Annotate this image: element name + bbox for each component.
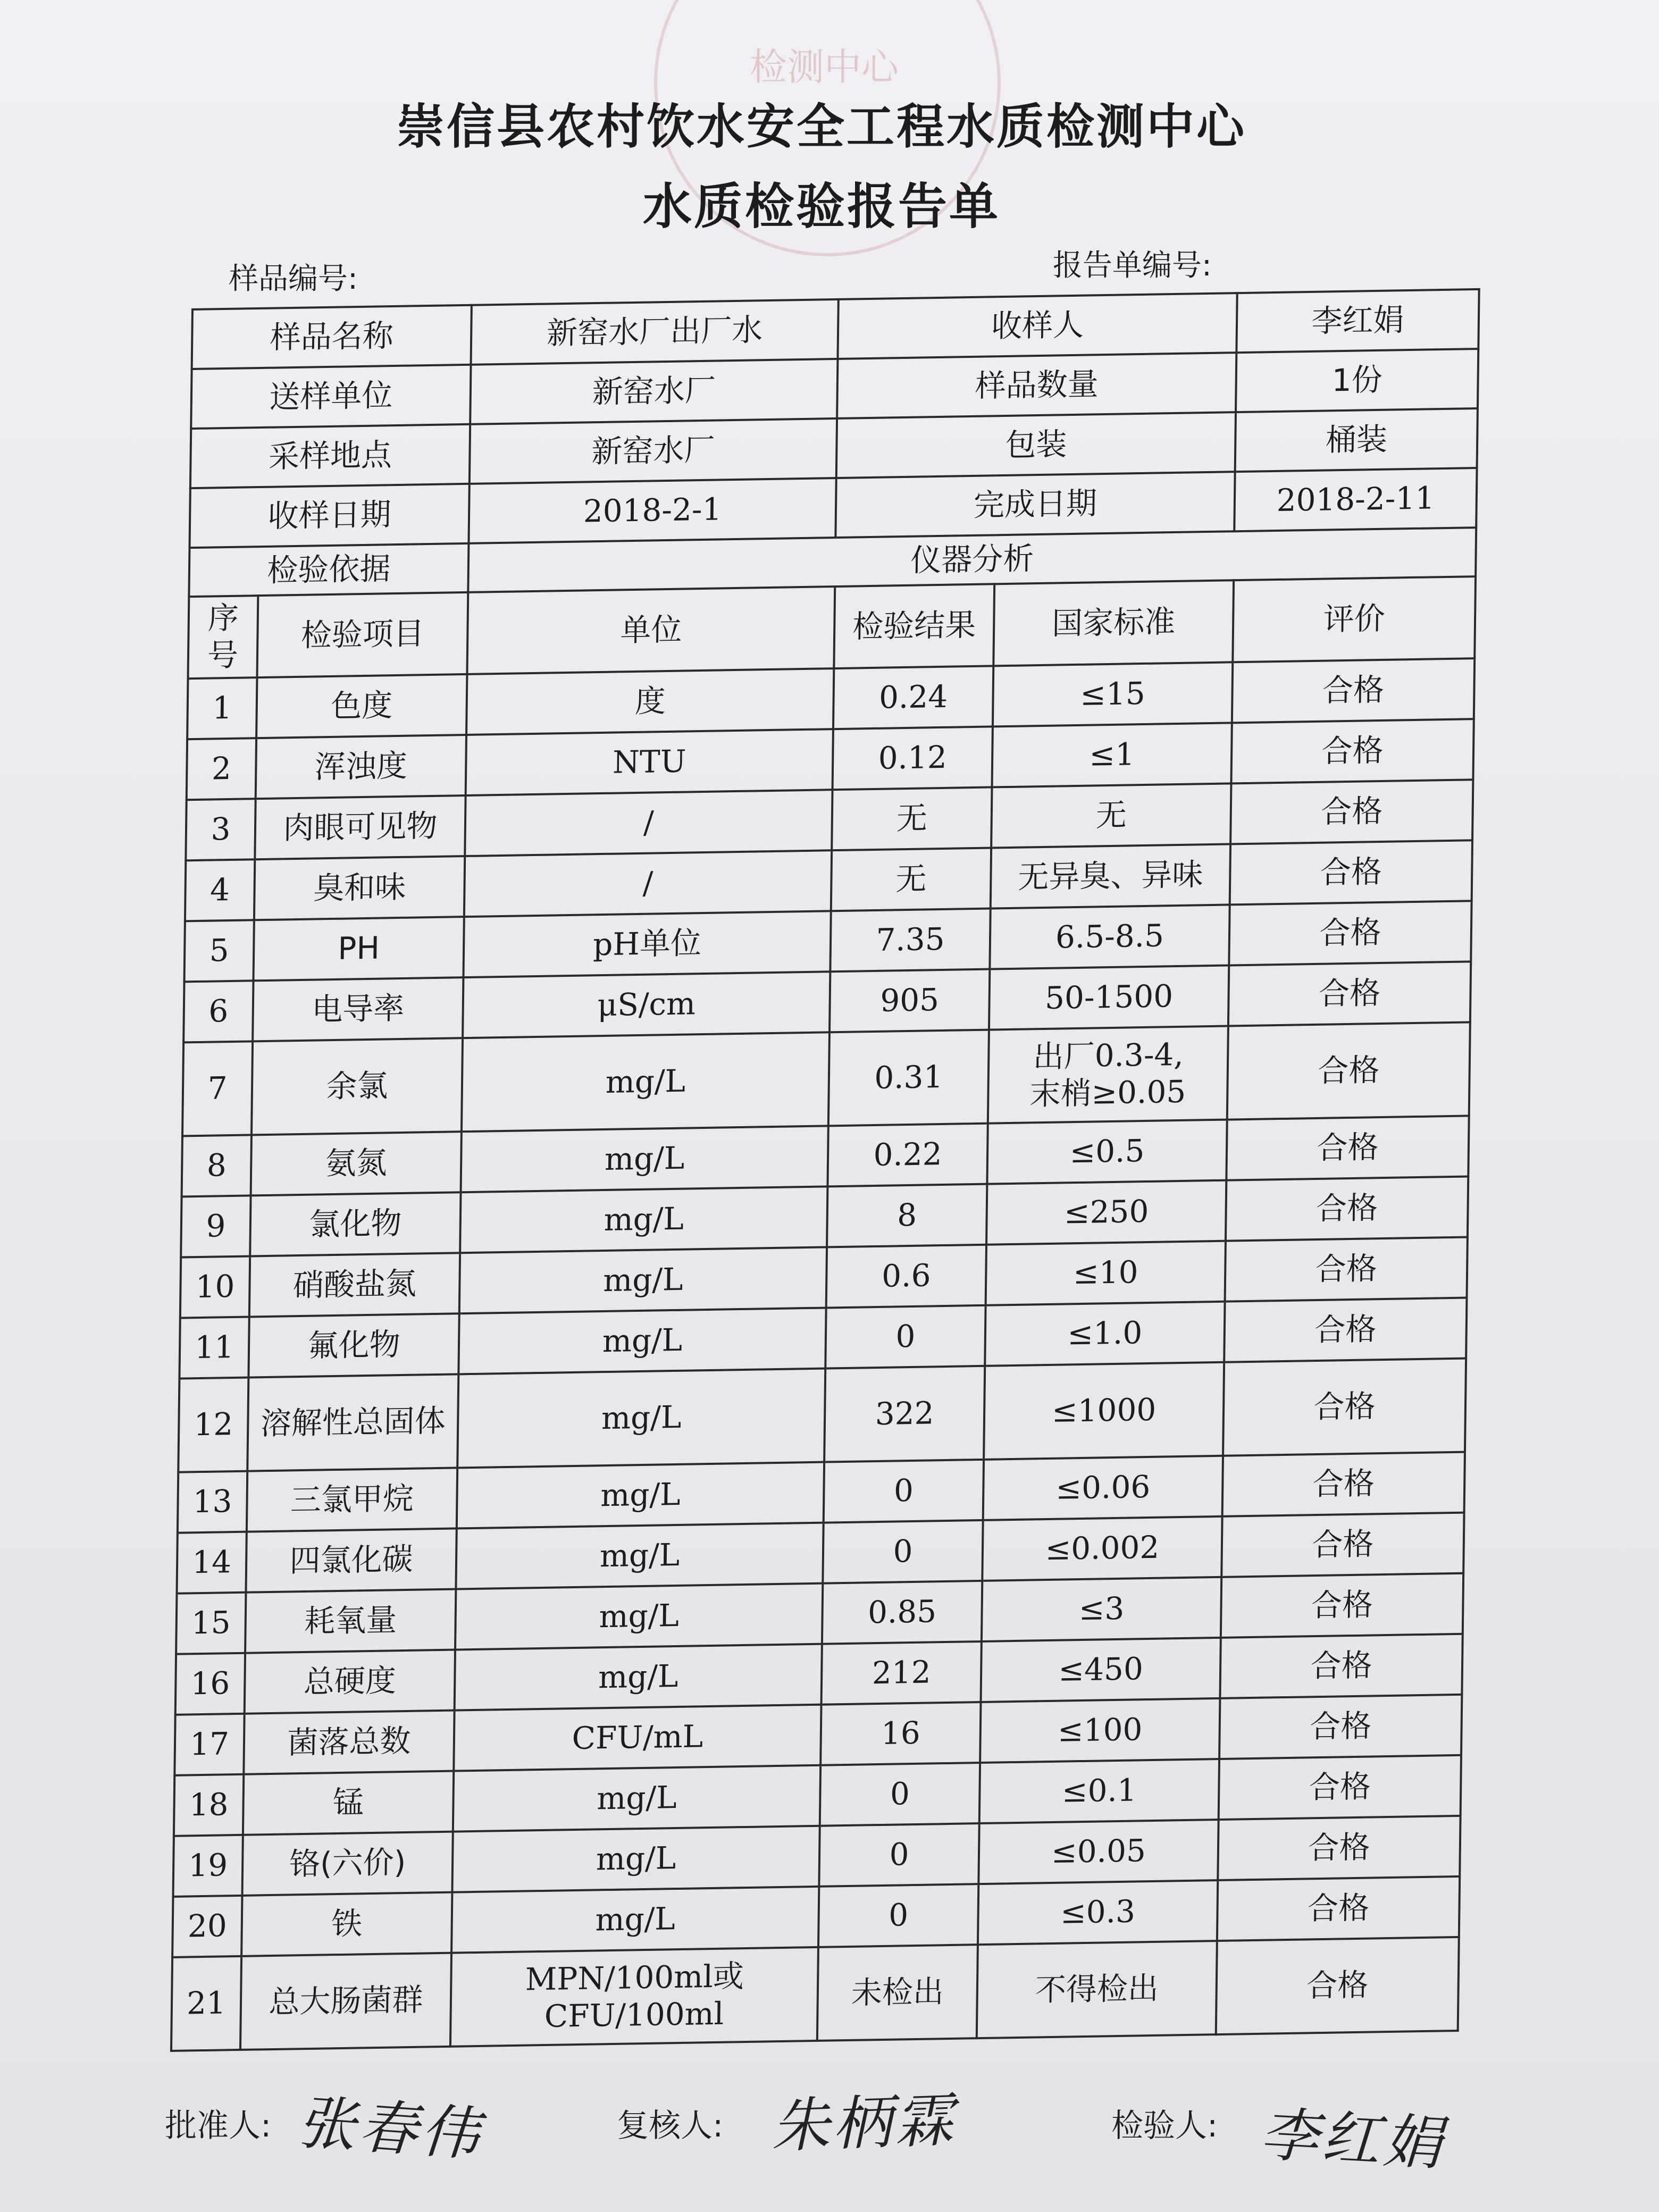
test-result: 212 <box>822 1641 982 1705</box>
unit: CFU/mL <box>454 1705 821 1771</box>
row-number: 8 <box>182 1135 252 1196</box>
test-item: 电导率 <box>253 977 463 1041</box>
test-item: 三氯甲烷 <box>247 1468 457 1531</box>
test-item: 四氯化碳 <box>246 1528 456 1592</box>
report-title: 水质检验报告单 <box>642 178 1000 235</box>
sample-name-label: 样品名称 <box>192 305 472 369</box>
basis-value: 仪器分析 <box>468 527 1476 592</box>
package-value: 桶装 <box>1235 408 1478 472</box>
col-header-result: 检验结果 <box>834 584 994 668</box>
receiver-value: 李红娟 <box>1236 289 1479 353</box>
test-item: 余氯 <box>252 1038 463 1135</box>
national-standard: ≤0.1 <box>979 1759 1219 1823</box>
row-number: 5 <box>185 920 254 982</box>
sender-value: 新窑水厂 <box>470 359 837 424</box>
test-result: 8 <box>827 1184 987 1247</box>
row-number: 12 <box>178 1378 248 1472</box>
test-result: 0.24 <box>833 666 993 729</box>
national-standard: ≤15 <box>993 662 1233 726</box>
unit: mg/L <box>455 1644 822 1711</box>
evaluation: 合格 <box>1228 961 1471 1026</box>
finish-date-value: 2018-2-11 <box>1234 468 1477 531</box>
unit: pH单位 <box>463 911 831 977</box>
row-number: 17 <box>174 1714 244 1775</box>
location-value: 新窑水厂 <box>470 418 837 484</box>
test-item: 菌落总数 <box>244 1711 454 1774</box>
unit: mg/L <box>459 1247 827 1313</box>
test-result: 0.6 <box>826 1245 986 1308</box>
approver-label: 批准人: <box>165 2107 272 2144</box>
national-standard: ≤100 <box>980 1698 1220 1763</box>
location-label: 采样地点 <box>190 424 470 488</box>
test-item: 耗氧量 <box>245 1589 456 1653</box>
unit: mg/L <box>457 1369 825 1468</box>
row-number: 15 <box>176 1593 246 1654</box>
national-standard: ≤0.06 <box>983 1456 1223 1520</box>
unit: mg/L <box>457 1462 824 1529</box>
national-standard: ≤1 <box>992 723 1232 787</box>
test-item: 氟化物 <box>248 1313 459 1377</box>
seal-stamp-text: 检测中心 <box>750 45 899 89</box>
unit: mg/L <box>453 1765 820 1832</box>
evaluation: 合格 <box>1226 1176 1468 1241</box>
finish-date-label: 完成日期 <box>835 472 1235 538</box>
test-item: 溶解性总固体 <box>247 1374 458 1471</box>
evaluation: 合格 <box>1218 1816 1460 1880</box>
inspector-label: 检验人: <box>1111 2107 1218 2144</box>
unit: mg/L <box>460 1186 827 1253</box>
evaluation: 合格 <box>1221 1513 1464 1577</box>
row-number: 19 <box>173 1835 243 1897</box>
test-result: 7.35 <box>830 909 990 972</box>
quantity-label: 样品数量 <box>837 353 1236 418</box>
evaluation: 合格 <box>1225 1237 1468 1302</box>
reviewer-signature: 朱柄霖 <box>770 2085 958 2161</box>
test-item: 硝酸盐氮 <box>249 1253 460 1317</box>
row-number: 18 <box>174 1774 244 1836</box>
test-item: 铁 <box>241 1892 452 1956</box>
test-result: 905 <box>830 969 990 1033</box>
test-result: 0.22 <box>827 1124 987 1187</box>
test-result: 0.85 <box>822 1581 982 1644</box>
test-result: 无 <box>832 787 992 850</box>
national-standard: ≤1000 <box>984 1362 1224 1460</box>
row-number: 4 <box>185 859 255 921</box>
evaluation: 合格 <box>1230 840 1472 904</box>
evaluation: 合格 <box>1232 658 1474 723</box>
row-number: 9 <box>181 1195 250 1257</box>
national-standard: 无 <box>991 783 1231 848</box>
evaluation: 合格 <box>1222 1452 1465 1516</box>
unit: MPN/100ml或 CFU/100ml <box>450 1947 818 2047</box>
col-header-standard: 国家标准 <box>993 580 1234 666</box>
unit: NTU <box>466 729 833 795</box>
package-label: 包装 <box>836 412 1236 478</box>
national-standard: ≤0.002 <box>982 1516 1222 1581</box>
row-number: 1 <box>187 677 257 739</box>
evaluation: 合格 <box>1221 1573 1463 1638</box>
row-number: 2 <box>187 738 256 800</box>
test-result: 0.31 <box>828 1030 989 1126</box>
evaluation: 合格 <box>1226 1116 1469 1180</box>
test-item: 氯化物 <box>250 1192 460 1256</box>
sender-label: 送样单位 <box>191 365 471 429</box>
national-standard: ≤250 <box>986 1180 1226 1245</box>
test-result: 0 <box>820 1763 980 1826</box>
organization-title: 崇信县农村饮水安全工程水质检测中心 <box>397 99 1246 155</box>
national-standard: 出厂0.3-4, 末梢≥0.05 <box>988 1026 1228 1124</box>
evaluation: 合格 <box>1231 719 1473 783</box>
sample-name-value: 新窑水厂出厂水 <box>471 299 839 365</box>
national-standard: 无异臭、异味 <box>991 844 1230 908</box>
evaluation: 合格 <box>1216 1937 1459 2034</box>
sample-number-label: 样品编号: <box>229 262 358 296</box>
report-number-label: 报告单编号: <box>1053 248 1212 283</box>
test-item: 色度 <box>256 674 467 738</box>
evaluation: 合格 <box>1230 780 1473 844</box>
unit: μS/cm <box>463 971 830 1038</box>
row-number: 21 <box>171 1956 241 2051</box>
test-result: 0 <box>819 1823 979 1887</box>
test-result: 0 <box>818 1884 978 1947</box>
test-item: 浑浊度 <box>256 735 466 799</box>
national-standard: ≤10 <box>986 1241 1226 1305</box>
basis-label: 检验依据 <box>189 543 468 597</box>
evaluation: 合格 <box>1223 1359 1466 1456</box>
evaluation: 合格 <box>1224 1298 1467 1362</box>
unit: mg/L <box>455 1583 823 1650</box>
unit: / <box>465 790 832 856</box>
quantity-value: 1份 <box>1236 349 1478 412</box>
unit: mg/L <box>458 1308 826 1374</box>
unit: 度 <box>466 668 834 735</box>
national-standard: ≤0.05 <box>978 1820 1218 1884</box>
col-header-item: 检验项目 <box>257 592 468 677</box>
info-section <box>188 289 1479 678</box>
test-item: 氨氮 <box>251 1132 462 1195</box>
row-number: 16 <box>175 1653 245 1715</box>
row-number: 20 <box>172 1896 242 1957</box>
row-number: 11 <box>179 1317 249 1379</box>
receive-date-label: 收样日期 <box>189 484 469 548</box>
row-number: 10 <box>180 1256 250 1318</box>
inspector-signature: 李红娟 <box>1258 2100 1447 2179</box>
unit: mg/L <box>462 1032 830 1132</box>
evaluation: 合格 <box>1227 1022 1470 1119</box>
row-number: 6 <box>183 981 253 1042</box>
unit: mg/L <box>456 1523 823 1589</box>
national-standard: ≤0.3 <box>978 1880 1218 1945</box>
test-result: 无 <box>831 848 991 911</box>
evaluation: 合格 <box>1217 1876 1460 1941</box>
results-section <box>171 658 1474 2051</box>
test-result: 0 <box>825 1305 985 1369</box>
evaluation: 合格 <box>1220 1634 1462 1698</box>
evaluation: 合格 <box>1219 1695 1462 1759</box>
unit: mg/L <box>461 1126 828 1192</box>
evaluation: 合格 <box>1229 901 1471 965</box>
row-number: 13 <box>178 1471 247 1533</box>
unit: mg/L <box>451 1887 819 1953</box>
national-standard: 6.5-8.5 <box>990 904 1229 969</box>
test-result: 16 <box>820 1702 981 1765</box>
test-result: 0 <box>824 1460 984 1523</box>
national-standard: ≤1.0 <box>985 1302 1225 1366</box>
approver-signature: 张春伟 <box>295 2088 485 2169</box>
col-header-unit: 单位 <box>467 586 835 674</box>
row-number: 3 <box>186 799 255 860</box>
evaluation: 合格 <box>1219 1755 1461 1820</box>
unit: mg/L <box>452 1826 819 1892</box>
test-item: 臭和味 <box>254 856 465 920</box>
national-standard: ≤3 <box>982 1577 1221 1641</box>
row-number: 7 <box>182 1041 253 1136</box>
table-row <box>171 1937 1459 2051</box>
test-item: 总大肠菌群 <box>240 1953 451 2050</box>
col-header-no: 序号 <box>188 596 258 678</box>
report-table <box>170 288 1480 2052</box>
receiver-label: 收样人 <box>837 293 1237 359</box>
national-standard: ≤450 <box>981 1638 1221 1702</box>
test-item: PH <box>254 917 464 981</box>
test-result: 未检出 <box>817 1945 978 2041</box>
national-standard: ≤0.5 <box>987 1120 1227 1184</box>
reviewer-label: 复核人: <box>617 2107 724 2144</box>
receive-date-value: 2018-2-1 <box>468 478 836 543</box>
test-result: 0 <box>823 1520 983 1583</box>
row-number: 14 <box>177 1532 246 1594</box>
unit: / <box>464 850 832 917</box>
test-result: 322 <box>824 1366 985 1462</box>
test-result: 0.12 <box>833 726 993 790</box>
national-standard: 50-1500 <box>989 966 1229 1030</box>
test-item: 锰 <box>243 1771 454 1835</box>
test-item: 肉眼可见物 <box>255 795 465 859</box>
test-item: 铬(六价) <box>242 1832 453 1896</box>
col-header-eval: 评价 <box>1233 576 1476 662</box>
national-standard: 不得检出 <box>977 1941 1217 2038</box>
test-item: 总硬度 <box>245 1650 455 1714</box>
